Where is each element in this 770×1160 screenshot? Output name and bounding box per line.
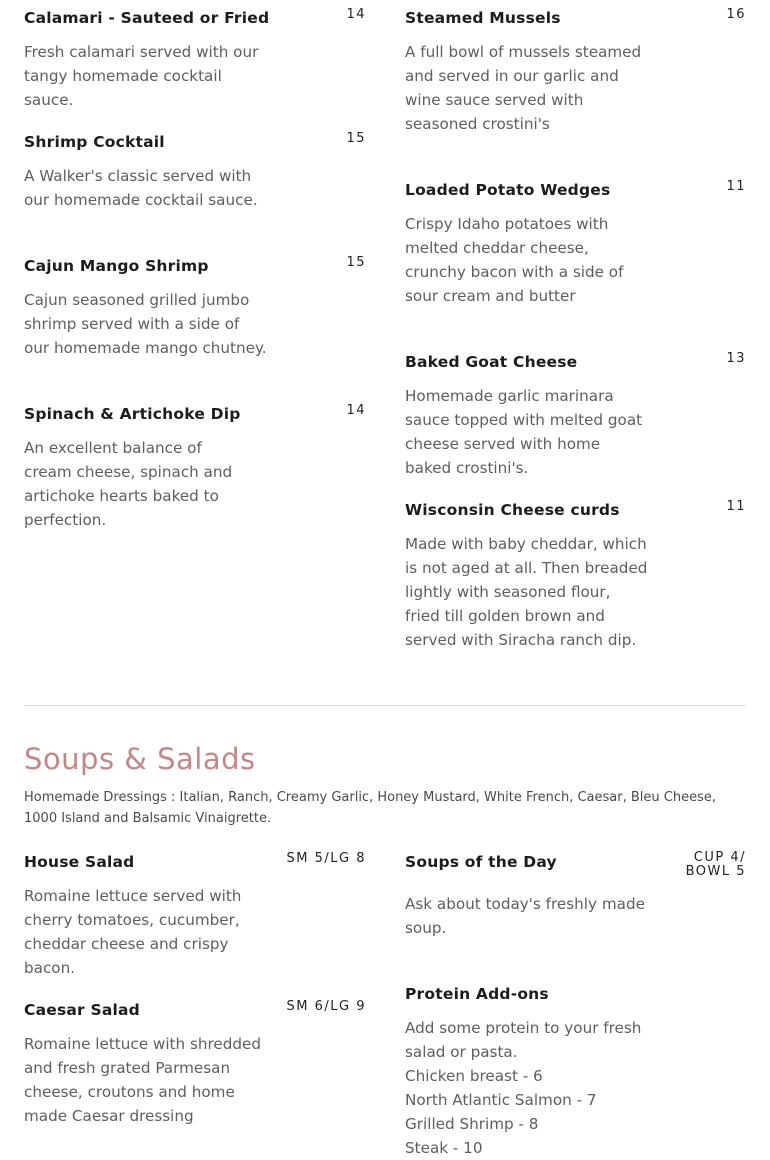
menu-item-house-salad xyxy=(24,853,366,980)
section-title-soups-salads: Soups & Salads xyxy=(24,742,256,776)
item-name: Spinach & Artichoke Dip xyxy=(24,405,241,423)
item-price: 11 xyxy=(726,179,746,194)
item-name: Steamed Mussels xyxy=(405,9,561,27)
item-price: 14 xyxy=(346,7,366,22)
item-name: Soups of the Day xyxy=(405,853,557,871)
item-price: 15 xyxy=(346,255,366,270)
dressings-note: Homemade Dressings : Italian, Ranch, Creamy Garlic, Honey Mustard, White French, Caesar, Bleu Cheese, 1000 Island and Balsamic Vinaigrette. xyxy=(24,790,716,826)
item-description: Crispy Idaho potatoes with melted cheddar cheese, crunchy bacon with a side of sour cream and butter xyxy=(405,215,624,305)
menu-item-spinach-artichoke-dip xyxy=(24,405,366,532)
item-description xyxy=(405,1016,645,1160)
menu-item-protein-addons xyxy=(405,985,746,1160)
item-description: An excellent balance of cream cheese, spinach and artichoke hearts baked to perfection. xyxy=(24,439,233,529)
menu-item-wisconsin-cheese-curds xyxy=(405,501,746,652)
addon-item: North Atlantic Salmon - 7 xyxy=(405,1091,597,1109)
item-description: A Walker's classic served with our homemade cocktail sauce. xyxy=(24,167,258,209)
item-name: House Salad xyxy=(24,853,135,871)
item-description: Romaine lettuce with shredded and fresh grated Parmesan cheese, croutons and home made Caesar dressing xyxy=(24,1035,262,1125)
menu-item-cajun-mango-shrimp xyxy=(24,257,366,360)
menu-item-loaded-potato-wedges xyxy=(405,181,746,308)
section-divider xyxy=(24,705,746,706)
item-price: SM 6/LG 9 xyxy=(286,999,366,1014)
price-cup: CUP 4/ xyxy=(693,850,746,865)
item-price: 16 xyxy=(726,7,746,22)
item-description: Homemade garlic marinara sauce topped with melted goat cheese served with home baked crostini's. xyxy=(405,387,643,477)
item-price: SM 5/LG 8 xyxy=(286,851,366,866)
menu-item-shrimp-cocktail xyxy=(24,133,366,212)
item-description: A full bowl of mussels steamed and served in our garlic and wine sauce served with seasoned crostini's xyxy=(405,43,642,133)
item-name: Wisconsin Cheese curds xyxy=(405,501,620,519)
menu-item-steamed-mussels xyxy=(405,9,746,136)
addon-item: Chicken breast - 6 xyxy=(405,1067,543,1085)
addon-item: Steak - 10 xyxy=(405,1139,483,1157)
menu-item-soups-of-the-day xyxy=(405,850,746,940)
price-bowl: BOWL 5 xyxy=(685,864,746,879)
item-name: Protein Add-ons xyxy=(405,985,549,1003)
menu-item-baked-goat-cheese xyxy=(405,353,746,480)
item-description: Ask about today's freshly made soup. xyxy=(405,895,645,937)
item-price: 11 xyxy=(726,499,746,514)
menu-item-caesar-salad xyxy=(24,1001,366,1128)
item-name: Shrimp Cocktail xyxy=(24,133,165,151)
menu-item-calamari xyxy=(24,9,366,112)
item-name: Loaded Potato Wedges xyxy=(405,181,611,199)
item-name: Baked Goat Cheese xyxy=(405,353,578,371)
item-description: Cajun seasoned grilled jumbo shrimp served with a side of our homemade mango chutney. xyxy=(24,291,267,357)
item-name: Calamari - Sauteed or Fried xyxy=(24,9,270,27)
item-price: 15 xyxy=(346,131,366,146)
item-description: Made with baby cheddar, which is not aged at all. Then breaded lightly with seasoned flour, fried till golden brown and served with Siracha ranch dip. xyxy=(405,535,648,649)
item-price xyxy=(686,851,746,879)
item-description: Fresh calamari served with our tangy homemade cocktail sauce. xyxy=(24,43,259,109)
item-name: Caesar Salad xyxy=(24,1001,140,1019)
item-price: 13 xyxy=(726,351,746,366)
addons-list xyxy=(405,1064,645,1160)
item-description: Romaine lettuce served with cherry tomatoes, cucumber, cheddar cheese and crispy bacon. xyxy=(24,887,242,977)
addon-item: Grilled Shrimp - 8 xyxy=(405,1115,539,1133)
item-name: Cajun Mango Shrimp xyxy=(24,257,209,275)
item-price: 14 xyxy=(346,403,366,418)
addons-intro: Add some protein to your fresh salad or pasta. xyxy=(405,1019,642,1061)
